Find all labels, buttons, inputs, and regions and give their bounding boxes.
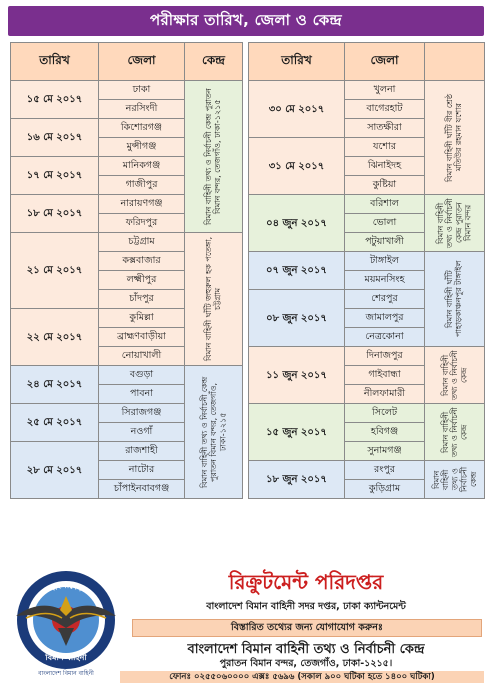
district-cell: কুষ্টিয়া	[345, 176, 425, 195]
footer	[8, 556, 484, 682]
district-cell: বাগেরহাট	[345, 100, 425, 119]
district-cell: ফরিদপুর	[99, 214, 185, 233]
date-cell: ১৬ মে ২০১৭	[11, 119, 99, 157]
district-cell: সিরাজগঞ্জ	[99, 404, 185, 423]
date-cell: ১৮ মে ২০১৭	[11, 195, 99, 233]
center-cell	[425, 404, 485, 461]
district-cell: মানিকগঞ্জ	[99, 157, 185, 176]
district-cell: সিলেট	[345, 404, 425, 423]
header-district: জেলা	[345, 43, 425, 81]
date-cell: ০৭ জুন ২০১৭	[249, 252, 345, 290]
date-cell: ০৮ জুন ২০১৭	[249, 290, 345, 347]
district-cell: মুন্সীগঞ্জ	[99, 138, 185, 157]
table-row	[249, 195, 485, 214]
district-cell: নোয়াখালী	[99, 347, 185, 366]
recruitment-directorate-title: রিক্রুটমেন্ট পরিদপ্তর	[228, 570, 384, 594]
date-cell: ১১ জুন ২০১৭	[249, 347, 345, 404]
date-cell: ১৭ মে ২০১৭	[11, 157, 99, 195]
district-cell: নরসিংদী	[99, 100, 185, 119]
center-cell	[185, 233, 243, 366]
header-center	[425, 43, 485, 81]
district-cell: চাঁপাইনবাবগঞ্জ	[99, 480, 185, 499]
center-text: বিমান বাহিনী তথ্য ও নির্বাচনী কেন্দ্র পুরাতন বিমান বন্দর	[436, 198, 473, 248]
date-cell: ১৮ জুন ২০১৭	[249, 461, 345, 499]
center-cell	[425, 252, 485, 347]
schedule-table-right	[248, 42, 485, 499]
date-cell: ৩০ মে ২০১৭	[249, 81, 345, 138]
district-cell: গাইবান্ধা	[345, 366, 425, 385]
table-row	[249, 404, 485, 423]
date-cell: ০৪ জুন ২০১৭	[249, 195, 345, 252]
address-line: পুরাতন বিমান বন্দর, তেজগাঁও, ঢাকা-১২১৫।	[219, 658, 393, 669]
center-text: বিমান বাহিনী তথ্য ও নির্বাচনী কেন্দ্র	[440, 407, 469, 457]
district-cell: খুলনা	[345, 81, 425, 100]
district-cell: কিশোরগঞ্জ	[99, 119, 185, 138]
district-cell: নওগাঁ	[99, 423, 185, 442]
center-cell	[185, 366, 243, 499]
district-cell: সুনামগঞ্জ	[345, 442, 425, 461]
center-cell	[425, 347, 485, 404]
district-cell: সাতক্ষীরা	[345, 119, 425, 138]
district-cell: নীলফামারী	[345, 385, 425, 404]
emblem-caption: বাংলাদেশ বিমান বাহিনী	[38, 670, 94, 677]
district-cell: টাঙ্গাইল	[345, 252, 425, 271]
district-cell: দিনাজপুর	[345, 347, 425, 366]
district-cell: চাঁদপুর	[99, 290, 185, 309]
center-text: বিমান বাহিনী ঘাঁটি পাহাড়কাঞ্চনপুর টাঙ্গাইল	[445, 260, 464, 338]
center-cell	[425, 81, 485, 195]
date-cell: ১৫ মে ২০১৭	[11, 81, 99, 119]
table-header	[11, 43, 243, 81]
district-cell: পটুয়াখালী	[345, 233, 425, 252]
district-cell: লক্ষ্মীপুর	[99, 271, 185, 290]
district-cell: যশোর	[345, 138, 425, 157]
phone-banner	[120, 671, 484, 683]
district-cell: গাজীপুর	[99, 176, 185, 195]
emblem-bottom-text: বিমান বাহিনী	[45, 653, 87, 662]
date-cell: ২৪ মে ২০১৭	[11, 366, 99, 404]
header-district: জেলা	[99, 43, 185, 81]
date-cell: ২৮ মে ২০১৭	[11, 442, 99, 499]
district-cell: রংপুর	[345, 461, 425, 480]
center-text: বিমান বাহিনী ঘাঁটি জহুরুল হক পতেঙ্গা, চট্টগ্রাম	[204, 236, 223, 362]
contact-text: বিস্তারিত তথ্যের জন্য যোগাযোগ করুনঃ	[231, 621, 383, 633]
table-row	[249, 81, 485, 100]
air-force-emblem-icon	[12, 566, 120, 674]
district-cell: জামালপুর	[345, 309, 425, 328]
district-cell: ময়মনসিংহ	[345, 271, 425, 290]
center-cell	[185, 81, 243, 233]
district-cell: কুমিল্লা	[99, 309, 185, 328]
district-cell: হবিগঞ্জ	[345, 423, 425, 442]
center-text: বিমান বাহিনী ঘাঁটি বীর শ্রেষ্ঠ মতিউর রহমান যশোর	[445, 93, 464, 182]
table-row	[11, 366, 243, 385]
schedule-table-left	[10, 42, 243, 499]
center-text: বিমান বাহিনী তথ্য ও নির্বাচনী কেন্দ্র	[431, 466, 478, 493]
district-cell: রাজশাহী	[99, 442, 185, 461]
table-row	[249, 461, 485, 480]
table-row	[11, 233, 243, 252]
district-cell: পাবনা	[99, 385, 185, 404]
phone-text: ফোনঃ ০২৫৫০৬০০০০ এক্সঃ ৫৬৯৬ (সকাল ৯০০ ঘটিকা হতে ১৪০০ ঘটিকা)	[169, 672, 435, 682]
center-text: বিমান বাহিনী তথ্য ও নির্বাচনী কেন্দ্র পুরাতন বিমান বন্দর, তেজগাঁও, ঢাকা-১২১৫	[199, 376, 228, 488]
district-cell: ব্রাহ্মণবাড়ীয়া	[99, 328, 185, 347]
district-cell: বরিশাল	[345, 195, 425, 214]
district-cell: কুড়িগ্রাম	[345, 480, 425, 499]
header-date: তারিখ	[11, 43, 99, 81]
table-row	[249, 347, 485, 366]
info-center-name: বাংলাদেশ বিমান বাহিনী তথ্য ও নির্বাচনী কেন্দ্র	[187, 642, 425, 657]
emblem-top-text: বাংলাদেশ	[48, 580, 84, 594]
center-text: বিমান বাহিনী তথ্য ও নির্বাচনী কেন্দ্র	[440, 350, 469, 400]
header-center: কেন্দ্র	[185, 43, 243, 81]
center-cell	[425, 195, 485, 252]
district-cell: ভোলা	[345, 214, 425, 233]
district-cell: নারায়ণগঞ্জ	[99, 195, 185, 214]
district-cell: শেরপুর	[345, 290, 425, 309]
page-title: পরীক্ষার তারিখ, জেলা ও কেন্দ্র	[150, 10, 342, 29]
header-date: তারিখ	[249, 43, 345, 81]
date-cell: ২১ মে ২০১৭	[11, 233, 99, 309]
table-row	[11, 81, 243, 100]
date-cell: ১৫ জুন ২০১৭	[249, 404, 345, 461]
headquarters-line: বাংলাদেশ বিমান বাহিনী সদর দপ্তর, ঢাকা ক্যান্টনমেন্ট	[206, 601, 406, 612]
date-cell: ২২ মে ২০১৭	[11, 309, 99, 366]
title-banner	[8, 6, 484, 36]
date-cell: ২৫ মে ২০১৭	[11, 404, 99, 442]
district-cell: চট্টগ্রাম	[99, 233, 185, 252]
center-cell	[425, 461, 485, 499]
district-cell: নেত্রকোনা	[345, 328, 425, 347]
district-cell: ঝিনাইদহ	[345, 157, 425, 176]
district-cell: নাটোর	[99, 461, 185, 480]
table-header	[249, 43, 485, 81]
table-row	[249, 252, 485, 271]
district-cell: ঢাকা	[99, 81, 185, 100]
district-cell: কক্সবাজার	[99, 252, 185, 271]
district-cell: বগুড়া	[99, 366, 185, 385]
contact-banner	[132, 619, 482, 637]
date-cell: ৩১ মে ২০১৭	[249, 138, 345, 195]
center-text: বিমান বাহিনী তথ্য ও নির্বাচনী কেন্দ্র পুরাতন বিমান বন্দর, তেজগাঁও, ঢাকা-১২১৫	[204, 88, 223, 225]
